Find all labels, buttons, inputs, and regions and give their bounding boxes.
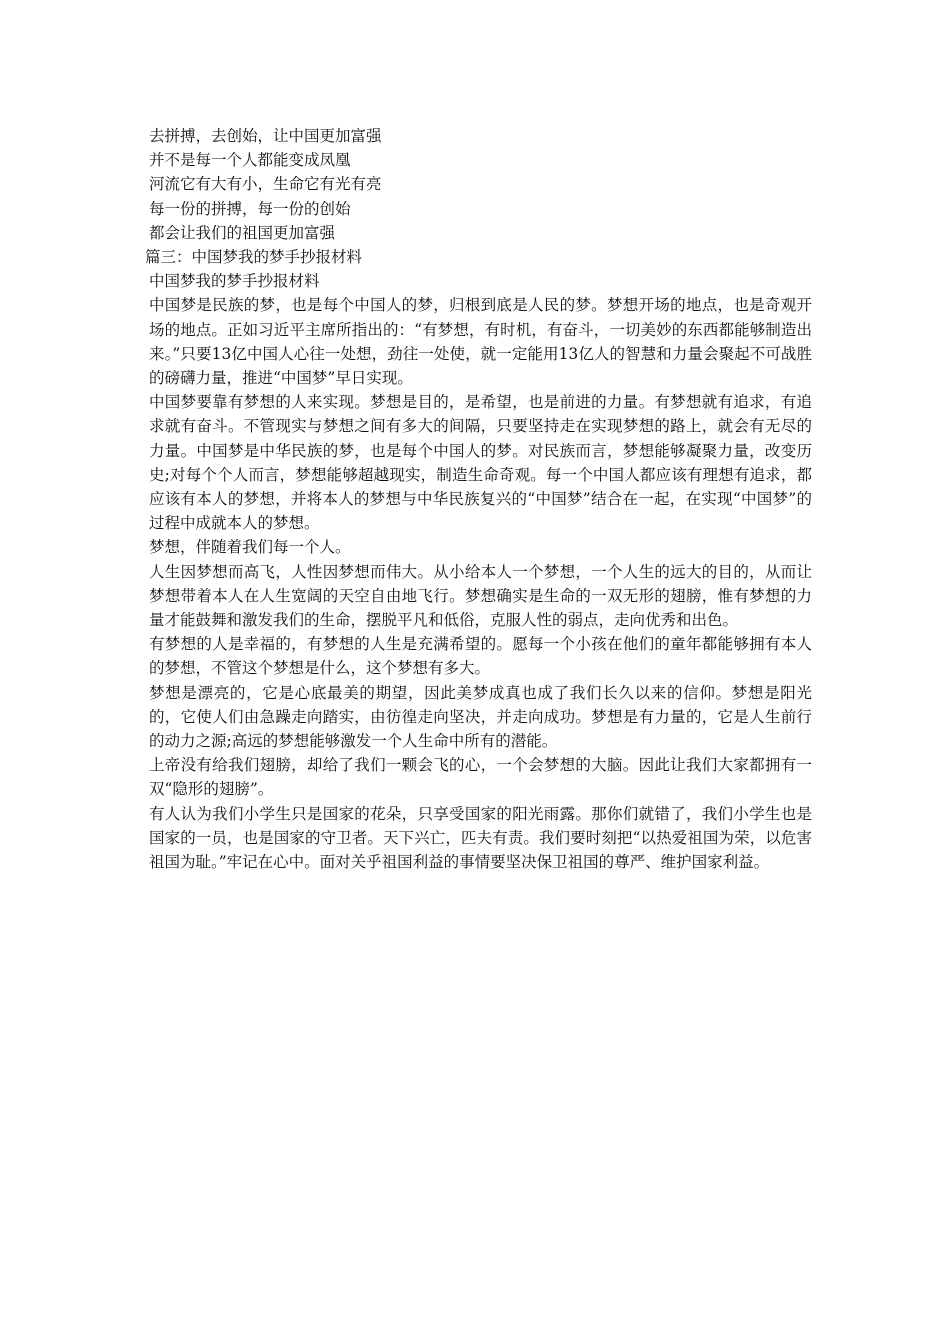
paragraph: 梦想，伴随着我们每一个人。 <box>149 538 351 557</box>
poem-line: 去拼搏，去创始，让中国更加富强 <box>149 127 382 145</box>
poem-line: 都会让我们的祖国更加富强 <box>149 223 336 242</box>
paragraph: 人生因梦想而高飞，人性因梦想而伟大。从小给本人一个梦想，一个人生的远大的目的，从而让梦想带着本人在人生宽阔的天空自由地飞行。梦想确实是生命的一双无形的翅膀，惟有梦想的力量才能鼓舞和激发我们的生命，摆脱平凡和低俗，克服人性的弱点，走向优秀和出色。 <box>149 562 812 630</box>
paragraph: 上帝没有给我们翅膀，却给了我们一颗会飞的心，一个会梦想的大脑。因此让我们大家都拥有一双“隐形的翅膀”。 <box>149 756 812 799</box>
paragraph: 有梦想的人是幸福的，有梦想的人生是充满希望的。愿每一个小孩在他们的童年都能够拥有本人的梦想，不管这个梦想是什么，这个梦想有多大。 <box>149 635 812 678</box>
paragraph: 中国梦要靠有梦想的人来实现。梦想是目的，是希望，也是前进的力量。有梦想就有追求，有追求就有奋斗。不管现实与梦想之间有多大的间隔，只要坚持走在实现梦想的路上，就会有无尽的力量。中国梦是中华民族的梦，也是每个中国人的梦。对民族而言，梦想能够凝聚力量，改变历史;对每个个人而言，梦想能够超越现实，制造生命奇观。每一个中国人都应该有理想有追求，都应该有本人的梦想，并将本人的梦想与中华民族复兴的“中国梦”结合在一起，在实现“中国梦”的过程中成就本人的梦想。 <box>149 393 812 533</box>
paragraph: 梦想是漂亮的，它是心底最美的期望，因此美梦成真也成了我们长久以来的信仰。梦想是阳光的，它使人们由急躁走向踏实，由彷徨走向坚决，并走向成功。梦想是有力量的，它是人生前行的动力之源;高远的梦想能够激发一个人生命中所有的潜能。 <box>149 683 812 751</box>
paragraph: 中国梦是民族的梦，也是每个中国人的梦，归根到底是人民的梦。梦想开场的地点，也是奇观开场的地点。正如习近平主席所指出的：“有梦想，有时机，有奋斗，一切美妙的东西都能够制造出来。”只要13亿中国人心往一处想，劲往一处使，就一定能用13亿人的智慧和力量会聚起不可战胜的磅礴力量，推进“中国梦”早日实现。 <box>149 296 812 388</box>
paragraph: 有人认为我们小学生只是国家的花朵，只享受国家的阳光雨露。那你们就错了，我们小学生也是国家的一员，也是国家的守卫者。天下兴亡，匹夫有责。我们要时刻把“以热爱祖国为荣，以危害祖国为耻。”牢记在心中。面对关乎祖国利益的事情要坚决保卫祖国的尊严、维护国家利益。 <box>149 804 812 872</box>
poem-line: 每一份的拼搏，每一份的创始 <box>149 199 351 218</box>
section-heading: 篇三：中国梦我的梦手抄报材料 <box>145 248 363 267</box>
poem-line: 并不是每一个人都能变成凤凰 <box>149 151 351 170</box>
section-subtitle: 中国梦我的梦手抄报材料 <box>149 272 320 291</box>
document-page <box>145 124 812 874</box>
poem-line: 河流它有大有小，生命它有光有亮 <box>149 175 382 194</box>
